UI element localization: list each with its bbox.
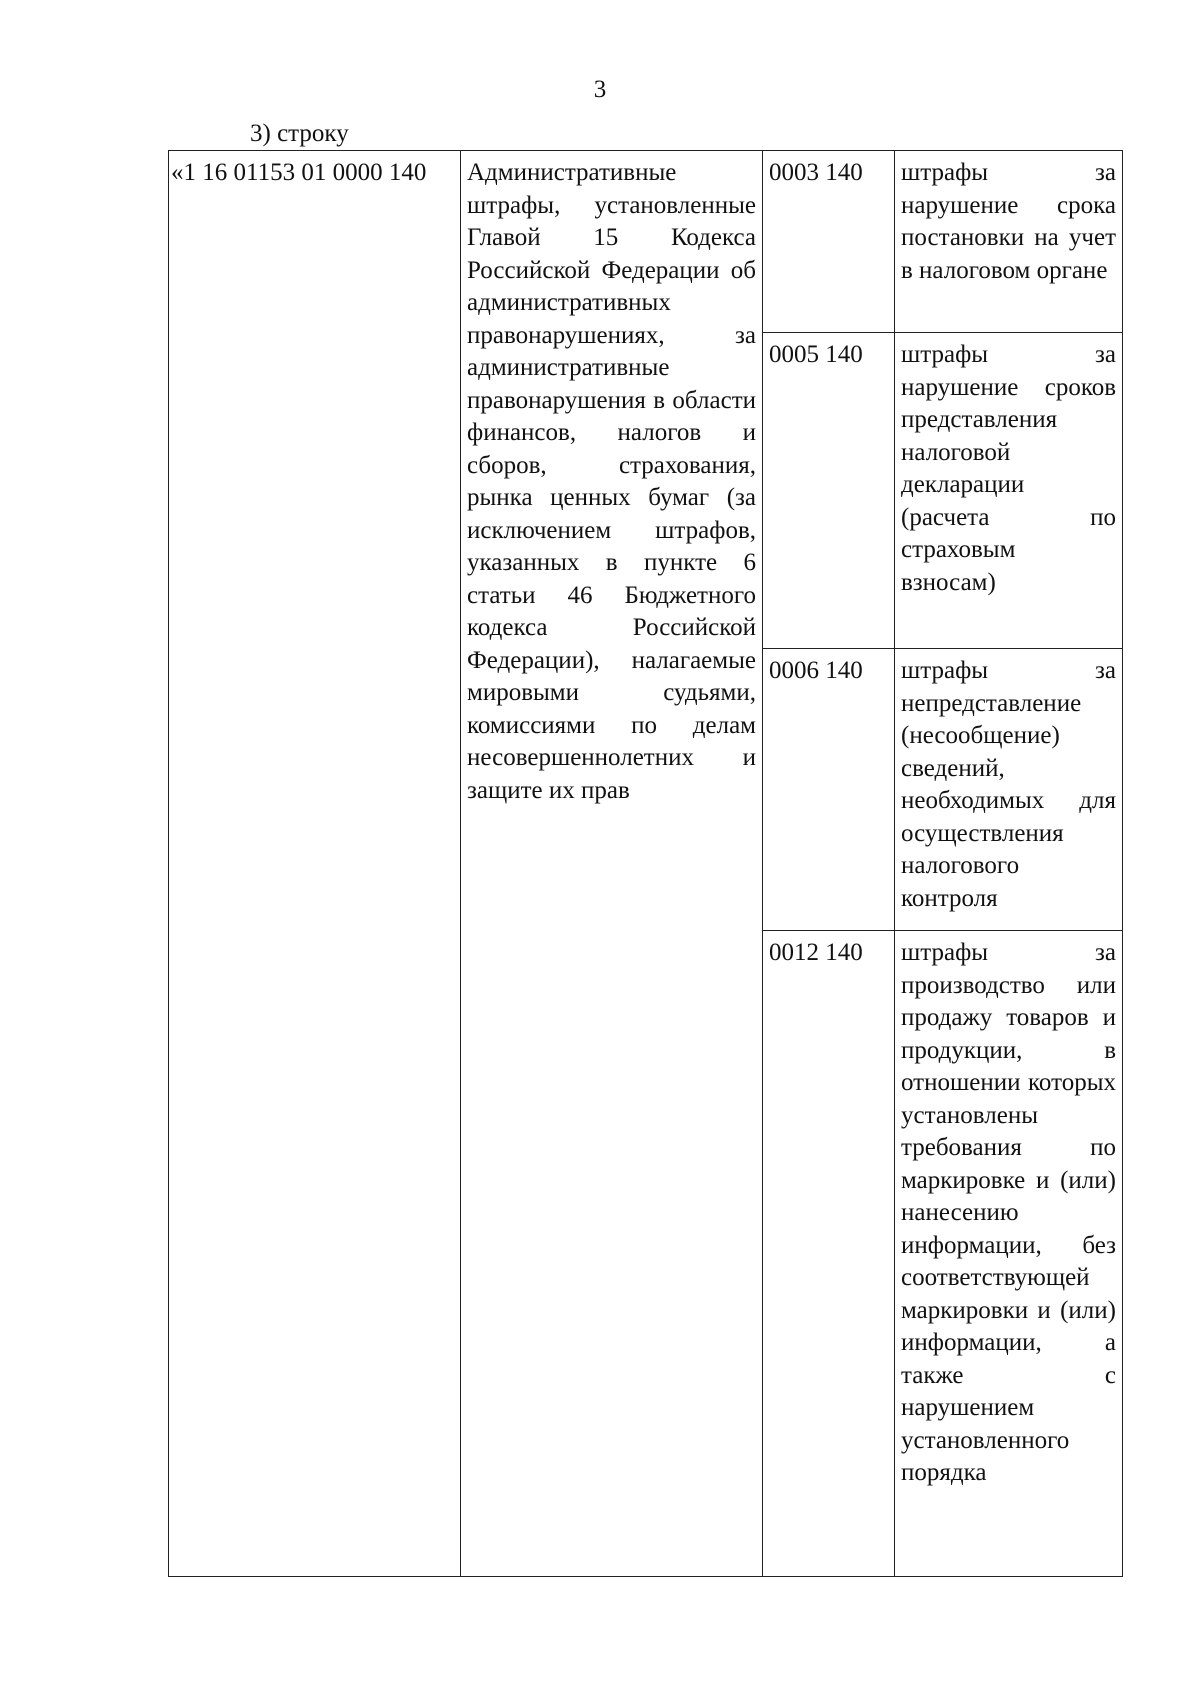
intro-text: 3) строку: [250, 120, 349, 147]
sub-desc-cell: штрафы за непредставление (несообщение) сведений, необходимых для осуществления налогового контроля: [895, 649, 1123, 931]
sub-desc-cell: штрафы за производство или продажу товаров и продукции, в отношении которых установлены требования по маркировке и (или) нанесению информации, без соответствующей маркировки и (или) информации, а также с нарушением установленного порядка: [895, 931, 1123, 1577]
codes-table: [168, 150, 1123, 1577]
sub-desc-cell: штрафы за нарушение сроков представления налоговой декларации (расчета по страховым взносам): [895, 333, 1123, 649]
table-row: [169, 151, 1123, 333]
sub-desc-cell: штрафы за нарушение срока постановки на учет в налоговом органе: [895, 151, 1123, 333]
sub-code-cell: 0006 140: [763, 649, 895, 931]
sub-code-cell: 0003 140: [763, 151, 895, 333]
main-code-cell: «1 16 01153 01 0000 140: [169, 151, 461, 1577]
page-number: 3: [593, 76, 607, 103]
main-name-cell: Административные штрафы, установленные Главой 15 Кодекса Российской Федерации об административных правонарушениях, за административные правонарушения в области финансов, налогов и сборов, страхования, рынка ценных бумаг (за исключением штрафов, указанных в пункте 6 статьи 46 Бюджетного кодекса Российской Федерации), налагаемые мировыми судьями, комиссиями по делам несовершеннолетних и защите их прав: [461, 151, 763, 1577]
sub-code-cell: 0012 140: [763, 931, 895, 1577]
sub-code-cell: 0005 140: [763, 333, 895, 649]
